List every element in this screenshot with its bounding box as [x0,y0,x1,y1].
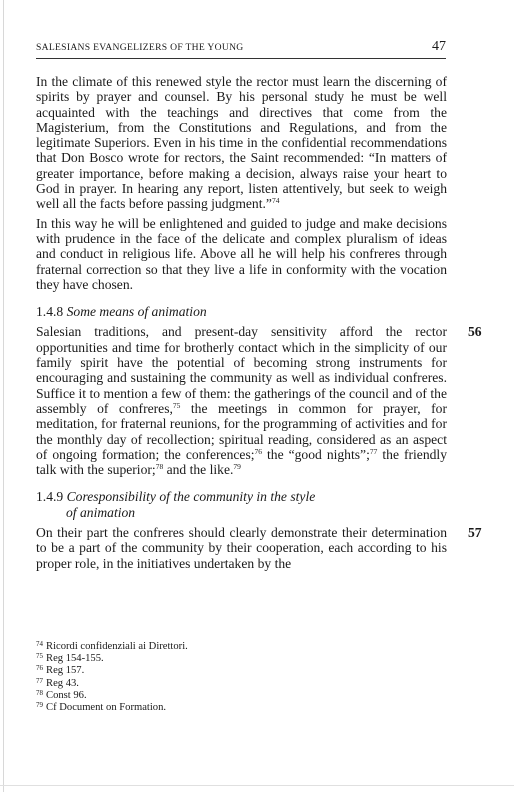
paragraph-coresponsibility [36,525,482,571]
running-title: SALESIANS EVANGELIZERS OF THE YOUNG [36,42,244,53]
footnote-text: Const 96. [46,689,87,701]
footnote-number: 79 [36,701,43,710]
footnote-ref: 77 [369,446,378,456]
text-run: the friendly talk with the superior; [36,446,447,478]
section-title: Some means of animation [66,304,207,320]
section-number: 1.4.9 [36,489,64,505]
footnote [36,665,447,677]
footnote [36,702,447,714]
margin-number: 56 [468,324,482,340]
page-body [36,74,482,571]
footnote-ref: 75 [172,400,181,410]
paragraph-animation [36,324,482,478]
footnote-number: 75 [36,652,43,661]
footnote [36,653,447,665]
paragraph-coresponsibility-text: On their part the confreres should clearly demonstrate their determination to be a part of the community by their cooperation, each according to his proper role, in the initiatives undertaken by the [36,525,447,571]
section-title-line-2: of animation [66,504,136,520]
text-run: and the like. [163,462,234,478]
margin-number: 57 [468,525,482,541]
header-rule [36,58,446,59]
section-title-line-1: Coresponsibility of the community in the style [66,489,316,505]
paragraph-discernment [36,74,447,212]
footnote-text: Ricordi confidenziali ai Direttori. [46,641,188,652]
page-number: 47 [432,39,446,54]
footnote-ref: 79 [233,462,241,472]
footnote-ref: 74 [271,196,280,206]
footnote-number: 77 [36,676,43,685]
footnote [36,678,447,690]
footnote-ref: 76 [254,446,263,456]
text-run: the “good nights”; [262,446,370,462]
footnote-number: 78 [36,688,43,697]
footnote [36,690,447,702]
footnote-text: Cf Document on Formation. [46,702,167,714]
footnote-ref: 78 [155,462,164,472]
footnote-text: Reg 43. [46,677,79,689]
section-number: 1.4.8 [36,304,64,320]
footnote [36,641,447,653]
section-heading-1-4-9 [36,489,447,520]
text-run: the meetings in common for prayer, for meditation, for fraternal reunions, for the programming of activities and for the monthly day of recollection; spiritual reading, considered as an aspect of ongoing formation; the conferences; [36,400,447,462]
running-header [36,40,446,56]
paragraph-means-text [36,324,447,477]
footnote-text: Reg 154-155. [46,653,104,665]
footnote-number: 74 [36,640,43,648]
paragraph-text: In the climate of this renewed style the rector must learn the discerning of spirits by prayer and counsel. By his personal study he must be well acquainted with the teachings and directives that come from the Magisterium, from the Constitutions and Regulations, and from the legitimate Superiors. Even in his time in the confidential recommendations that Don Bosco wrote for rectors, the Saint recommended: “In matters of greater importance, before making a decision, always raise your heart to God in prayer. In hearing any report, listen attentively, but seek to weigh well all the facts before passing judgment.” [36,74,447,212]
footnote-number: 76 [36,664,43,673]
page-edge-bottom [0,785,514,786]
text-run: Salesian traditions, and present-day sensitivity afford the rector opportunities and time for brotherly contact which in the simplicity of our family spirit have the potential of becoming strong instruments for encouraging and sustaining the community as well as individual confreres. Suffice it to mention a few of them: the gatherings of the council and of the assembly of confreres, [36,324,447,416]
page-edge-left [3,0,4,792]
paragraph-prudence: In this way he will be enlightened and guided to judge and make decisions with prudence in the face of the delicate and complex pluralism of ideas and conduct in religious life. Above all he will help his confreres through fraternal correction so that they live a life in conformity with the vocation they have chosen. [36,215,447,292]
section-heading-1-4-8 [36,304,447,319]
footnotes [36,641,447,714]
footnote-text: Reg 157. [46,665,85,677]
